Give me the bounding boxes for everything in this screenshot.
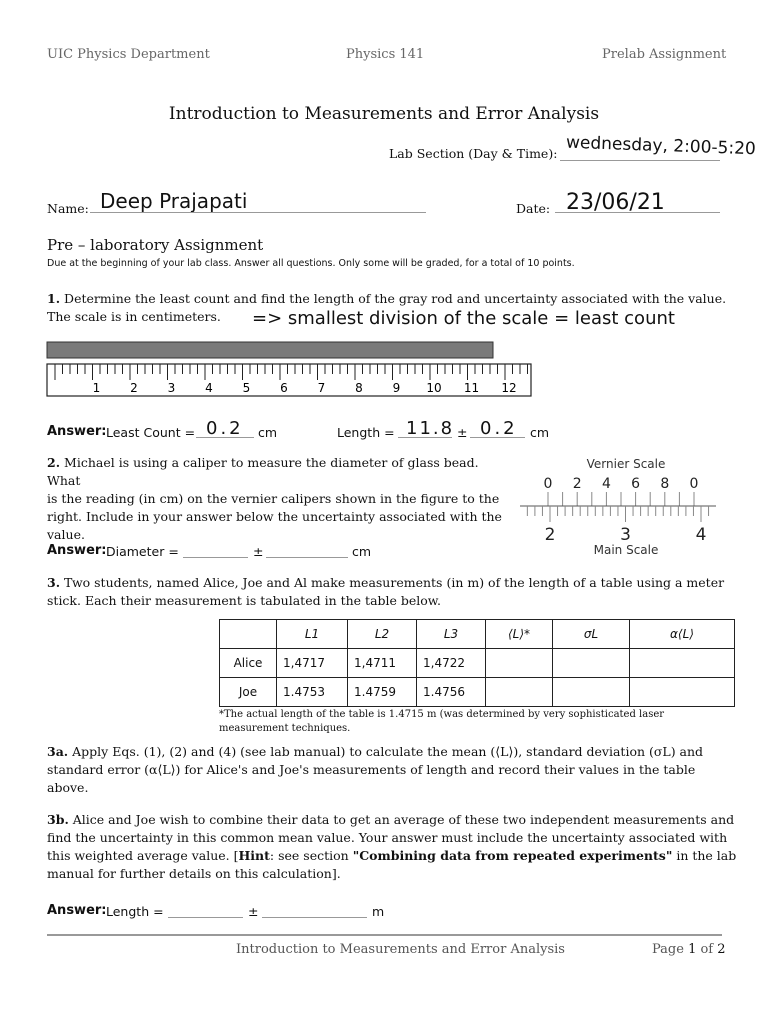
q1-line2: The scale is in centimeters. [47,309,221,324]
table-row [220,678,735,707]
table-cell: 1.4756 [417,678,486,707]
main-scale-label: 3 [620,525,631,545]
q2-line1: Michael is using a caliper to measure the diameter of glass bead. What [47,455,479,488]
table-header-cell: σL [553,620,630,649]
date-label: Date: [516,201,551,216]
table-cell: 1,4711 [348,649,417,678]
table-header-cell: L2 [348,620,417,649]
q1-answer-label: Answer: [47,424,107,439]
q3a-line3: above. [47,780,89,795]
ruler-label: 2 [130,381,138,395]
ruler-label: 7 [317,381,326,395]
footer-page-of: of [696,942,718,957]
page-title: Introduction to Measurements and Error Analysis [168,104,600,124]
ruler-figure [45,338,535,400]
gray-rod [47,342,493,358]
q1-line1: Determine the least count and find the length of the gray rod and uncertainty associated with the value. [64,291,727,306]
table-cell[interactable] [553,649,630,678]
q2-line2: is the reading (in cm) on the vernier calipers shown in the figure to the [47,491,500,506]
diameter-unit: cm [352,544,372,559]
uncertainty-value: 0.2 [480,418,518,439]
q3a-number: 3a. [47,744,69,759]
vernier-label: 2 [572,476,582,492]
table-cell: 1,4717 [277,649,348,678]
length-value: 11.8 [406,418,455,439]
q3b-line2: find the uncertainty in this common mean value. Your answer must include the uncertainty associated with [47,830,728,845]
table-header-cell: ⟨L⟩* [486,620,553,649]
ruler-label: 3 [167,381,176,395]
table-cell[interactable] [630,678,735,707]
measurement-table-wrapper [219,619,735,707]
footnote-line2: measurement techniques. [219,723,351,734]
header-left: UIC Physics Department [47,47,210,62]
footnote-line1: *The actual length of the table is 1.4715 m (was determined by very sophisticated laser [219,709,665,720]
ruler-label: 8 [355,381,363,395]
table-header-cell [220,620,277,649]
lab-section-label: Lab Section (Day & Time): [389,146,558,161]
table-cell[interactable] [486,649,553,678]
vernier-ticks [548,492,694,506]
q3b-line1: Alice and Joe wish to combine their data to get an average of these two independent measurements and [72,812,735,827]
q3-line2: stick. Each their measurement is tabulated in the table below. [47,593,442,608]
q2-line3: right. Include in your answer below the uncertainty associated with the [47,509,502,524]
table-footnote [219,708,664,736]
q2-line4: value. [47,527,85,542]
main-scale-label: 2 [544,525,556,545]
footer-page-total: 2 [717,942,726,957]
q3b-line3d: in the lab [672,848,737,863]
main-scale-ticks [527,506,708,522]
least-count-unit: cm [258,425,278,440]
measurement-table [219,619,735,707]
q3a-text [47,743,703,797]
q3b-unit: m [372,904,385,919]
header-center: Physics 141 [346,47,425,62]
table-cell[interactable] [630,649,735,678]
main-scale-label: 4 [695,525,707,545]
name-value: Deep Prajapati [100,189,248,213]
diameter-label: Diameter = [106,544,179,559]
main-scale-labels [545,525,707,545]
q3b-text [47,811,736,883]
q3b-line3a: this weighted average value. [ [47,848,239,863]
table-cell: Alice [220,649,277,678]
least-count-label: Least Count = [106,425,196,440]
footer-page [652,942,726,957]
q1-number: 1. [47,291,61,306]
vernier-title: Vernier Scale [586,457,666,471]
date-value: 23/06/21 [566,190,665,215]
diameter-pm: ± [253,544,264,559]
main-scale-title: Main Scale [593,543,659,557]
table-header-cell: α⟨L⟩ [630,620,735,649]
ruler-label: 11 [463,381,480,395]
footer-page-prefix: Page [652,942,689,957]
q3a-line1: Apply Eqs. (1), (2) and (4) (see lab manual) to calculate the mean (⟨L⟩), standard deviation (σL) and [72,744,704,759]
length-unit: cm [530,425,550,440]
vernier-label: 0 [689,476,699,492]
vernier-figure [516,452,721,560]
q2-answer-label: Answer: [47,543,107,558]
prelab-note: Due at the beginning of your lab class. Answer all questions. Only some will be graded, for a total of 10 points. [47,258,575,269]
ruler-label: 9 [392,381,401,395]
table-cell[interactable] [486,678,553,707]
header-right: Prelab Assignment [602,47,727,62]
ruler-label: 12 [501,381,517,395]
length-pm: ± [457,425,468,440]
ruler-label: 6 [280,381,288,395]
q3b-line4: manual for further details on this calculation]. [47,866,341,881]
q3-text [47,574,724,610]
q3b-answer-label: Answer: [47,903,107,918]
table-cell[interactable] [553,678,630,707]
table-header-cell: L1 [277,620,348,649]
footer-page-number: 1 [688,942,697,957]
ruler-label: 5 [242,381,251,395]
ruler-label: 1 [92,381,101,395]
least-count-value: 0.2 [206,418,244,439]
vernier-label: 4 [601,476,611,492]
footer-rule [47,934,722,936]
q2-text [47,454,507,544]
q3b-section-name: "Combining data from repeated experiments" [352,848,673,863]
ruler-body [47,364,531,396]
vernier-label: 0 [543,476,553,492]
ruler-label: 4 [205,381,213,395]
vernier-labels [544,476,699,492]
name-label: Name: [47,201,89,216]
ruler-label: 10 [426,381,442,395]
vernier-label: 8 [660,476,670,492]
table-cell: 1.4759 [348,678,417,707]
table-header-row [220,620,735,649]
q1-handwritten-note: => smallest division of the scale = least count [252,308,675,329]
table-cell: 1.4753 [277,678,348,707]
q3b-line3b: : see section [269,848,353,863]
q3-line1: Two students, named Alice, Joe and Al make measurements (in m) of the length of a table using a meter [64,575,725,590]
table-cell: Joe [220,678,277,707]
table-cell: 1,4722 [417,649,486,678]
q3b-number: 3b. [47,812,69,827]
lab-section-value: wednesday, 2:00-5:20 [565,132,757,160]
vernier-label: 6 [631,476,641,492]
q3-number: 3. [47,575,61,590]
length-label: Length = [337,425,395,440]
q3a-line2: standard error (α⟨L⟩) for Alice's and Joe's measurements of length and record their values in the table [47,762,696,777]
prelab-heading: Pre – laboratory Assignment [47,236,264,254]
footer-title: Introduction to Measurements and Error Analysis [236,942,565,957]
q3b-pm: ± [248,904,259,919]
q3b-length-label: Length = [106,904,164,919]
q3b-hint: Hint [238,848,270,863]
table-row [220,649,735,678]
table-header-cell: L3 [417,620,486,649]
q2-number: 2. [47,455,61,470]
